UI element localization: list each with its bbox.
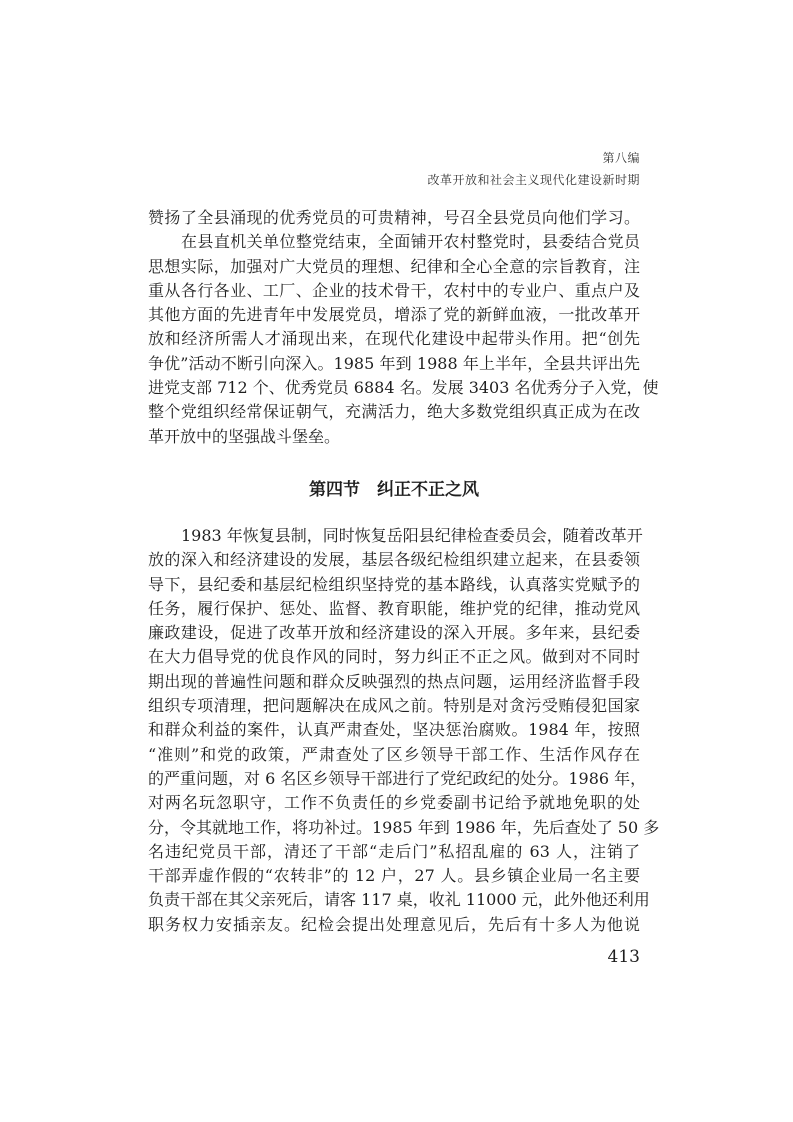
- body-line: 思想实际，加强对广大党员的理想、纪律和全心全意的宗旨教育，注: [148, 256, 640, 276]
- paragraph-2: [148, 524, 660, 937]
- body-line: 对两名玩忽职守，工作不负责任的乡党委副书记给予就地免职的处: [148, 793, 640, 813]
- body-line: 革开放中的坚强战斗堡垒。: [148, 426, 341, 446]
- body-line: 放和经济所需人才涌现出来，在现代化建设中起带头作用。把“创先: [148, 329, 640, 349]
- body-line: 1983 年恢复县制，同时恢复岳阳县纪律检查委员会，随着改革开: [181, 526, 643, 545]
- body-line: 赞扬了全县涌现的优秀党员的可贵精神，号召全县党员向他们学习。: [148, 208, 640, 227]
- running-head-title: 改革开放和社会主义现代化建设新时期: [427, 173, 640, 187]
- body-line: 放的深入和经济建设的发展，基层各级纪检组织建立起来，在县委领: [148, 550, 640, 570]
- body-line: 职务权力安插亲友。纪检会提出处理意见后，先后有十多人为他说: [148, 914, 640, 934]
- body-line: 分，令其就地工作，将功补过。1985 年到 1986 年，先后查处了 50 多: [148, 817, 660, 837]
- body-line: 争优”活动不断引向深入。1985 年到 1988 年上半年，全县共评出先: [148, 353, 640, 373]
- body-line: 干部弄虚作假的“农转非”的 12 户，27 人。县乡镇企业局一名主要: [148, 866, 640, 886]
- running-head-part: 第八编: [602, 151, 640, 165]
- body-line: 廉政建设，促进了改革开放和经济建设的深入开展。多年来，县纪委: [148, 623, 640, 643]
- body-line: 在大力倡导党的优良作风的同时，努力纠正不正之风。做到对不同时: [148, 647, 640, 667]
- body-line: 整个党组织经常保证朝气，充满活力，绝大多数党组织真正成为在改: [148, 402, 640, 422]
- body-line: 的严重问题，对 6 名区乡领导干部进行了党纪政纪的处分。1986 年，: [148, 768, 647, 788]
- body-line: 和群众利益的案件，认真严肃查处，坚决惩治腐败。1984 年，按照: [148, 720, 640, 740]
- body-line: 组织专项清理，把问题解决在成风之前。特别是对贪污受贿侵犯国家: [148, 696, 640, 716]
- body-line: 任务，履行保护、惩处、监督、教育职能，维护党的纪律，推动党风: [148, 598, 640, 618]
- body-line: “准则”和党的政策，严肃查处了区乡领导干部工作、生活作风存在: [148, 744, 640, 764]
- page-number: 413: [607, 947, 640, 967]
- body-line: 重从各行各业、工厂、企业的技术骨干，农村中的专业户、重点户及: [148, 280, 640, 300]
- paragraph-1: [148, 206, 659, 449]
- body-line: 导下，县纪委和基层纪检组织坚持党的基本路线，认真落实党赋予的: [148, 574, 640, 594]
- body-line: 名违纪党员干部，清还了干部“走后门”私招乱雇的 63 人，注销了: [148, 841, 640, 861]
- body-line: 其他方面的先进青年中发展党员，增添了党的新鲜血液，一批改革开: [148, 305, 640, 325]
- body-line: 期出现的普遍性问题和群众反映强烈的热点问题，运用经济监督手段: [148, 671, 640, 691]
- body-line: 在县直机关单位整党结束，全面铺开农村整党时，县委结合党员: [181, 232, 640, 252]
- body-line: 负责干部在其父亲死后，请客 117 桌，收礼 11000 元，此外他还利用: [148, 890, 650, 910]
- section-heading: 第四节 纠正不正之风: [309, 480, 479, 500]
- body-line: 进党支部 712 个、优秀党员 6884 名。发展 3403 名优秀分子入党，使: [148, 378, 659, 398]
